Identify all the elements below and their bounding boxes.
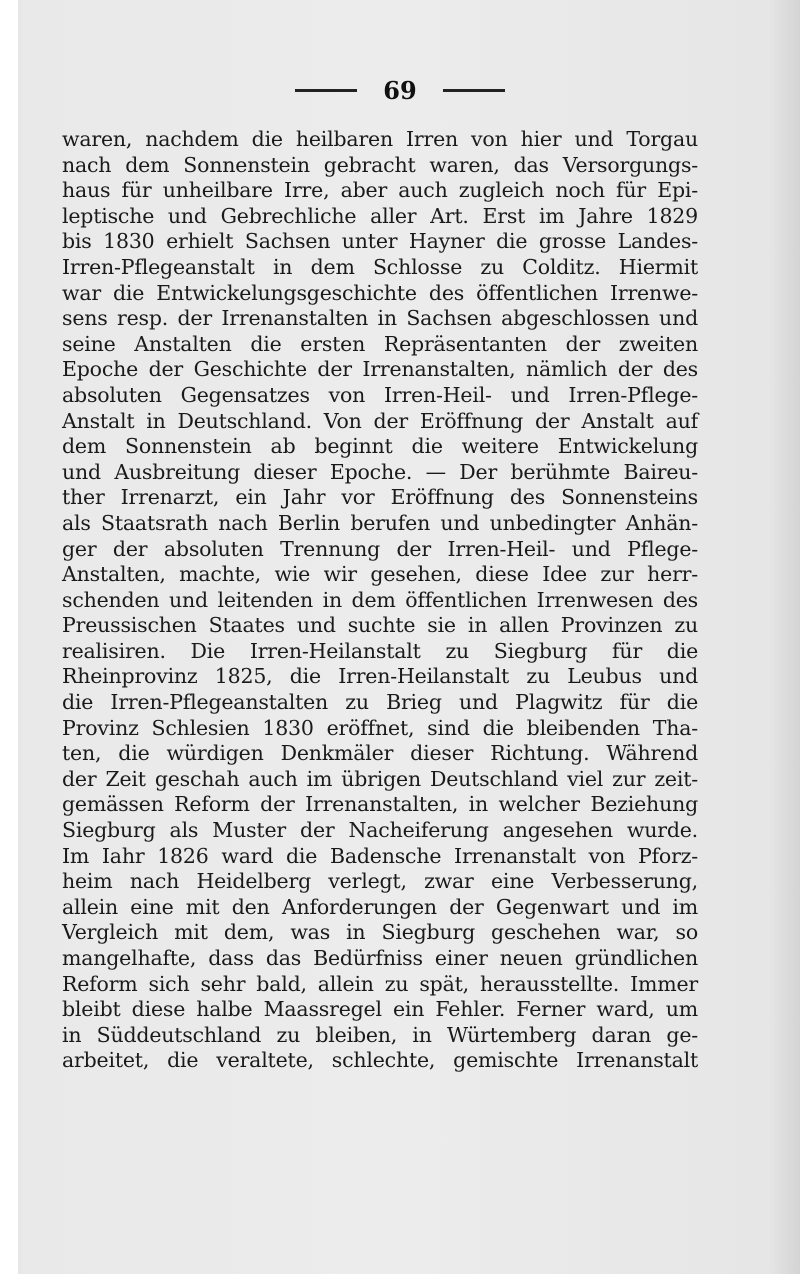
text-line: Vergleich mit dem, was in Siegburg geschehen war, so: [62, 920, 698, 945]
text-line: nach dem Sonnenstein gebracht waren, das Versorgungs-: [62, 152, 698, 177]
text-line: leptische und Gebrechliche aller Art. Erst im Jahre 1829: [62, 203, 698, 228]
text-line: als Staatsrath nach Berlin berufen und unbedingter Anhän-: [62, 510, 698, 535]
text-line: Rheinprovinz 1825, die Irren-Heilanstalt zu Leubus und: [62, 664, 698, 689]
text-line: Epoche der Geschichte der Irrenanstalten, nämlich der des: [62, 357, 698, 382]
text-line: war die Entwickelungsgeschichte des öffentlichen Irrenwe-: [62, 280, 698, 305]
text-line: Im Iahr 1826 ward die Badensche Irrenanstalt von Pforz-: [62, 843, 698, 868]
text-line: heim nach Heidelberg verlegt, zwar eine Verbesserung,: [62, 869, 698, 894]
text-line: mangelhafte, dass das Bedürfniss einer neuen gründlichen: [62, 946, 698, 970]
body-text: [62, 127, 698, 1074]
text-line: realisiren. Die Irren-Heilanstalt zu Siegburg für die: [62, 638, 698, 663]
text-line: ten, die würdigen Denkmäler dieser Richtung. Während: [62, 741, 698, 766]
header-rule-right: [443, 89, 505, 92]
text-line: Provinz Schlesien 1830 eröffnet, sind die bleibenden Tha-: [62, 715, 698, 740]
page-header: [0, 70, 800, 110]
text-line: arbeitet, die veraltete, schlechte, gemischte Irrenanstalt: [62, 1048, 698, 1073]
text-line: Anstalten, machte, wie wir gesehen, diese Idee zur herr-: [62, 562, 698, 587]
text-line: absoluten Gegensatzes von Irren-Heil- und Irren-Pflege-: [62, 382, 698, 407]
text-line: die Irren-Pflegeanstalten zu Brieg und Plagwitz für die: [62, 690, 698, 715]
text-line: gemässen Reform der Irrenanstalten, in welcher Beziehung: [62, 792, 698, 817]
text-line: Siegburg als Muster der Nacheiferung angesehen wurde.: [62, 818, 698, 843]
text-line: in Süddeutschland zu bleiben, in Würtemberg daran ge-: [62, 1022, 698, 1047]
text-line: schenden und leitenden in dem öffentlichen Irrenwesen des: [62, 587, 698, 612]
text-line: seine Anstalten die ersten Repräsentanten der zweiten: [62, 331, 698, 356]
header-rule-left: [295, 89, 357, 92]
text-line: bleibt diese halbe Maassregel ein Fehler. Ferner ward, um: [62, 997, 698, 1022]
text-line: bis 1830 erhielt Sachsen unter Hayner die grosse Landes-: [62, 229, 698, 254]
text-line: Anstalt in Deutschland. Von der Eröffnung der Anstalt auf: [62, 408, 698, 433]
text-line: sens resp. der Irrenanstalten in Sachsen abgeschlossen und: [62, 306, 698, 331]
text-line: und Ausbreitung dieser Epoche. — Der berühmte Baireu-: [62, 459, 698, 484]
text-line: ger der absoluten Trennung der Irren-Heil- und Pflege-: [62, 536, 698, 561]
text-line: haus für unheilbare Irre, aber auch zugleich noch für Epi-: [62, 178, 698, 203]
page-number: 69: [383, 75, 417, 105]
text-line: Irren-Pflegeanstalt in dem Schlosse zu Colditz. Hiermit: [62, 254, 698, 279]
text-line: Reform sich sehr bald, allein zu spät, herausstellte. Immer: [62, 971, 698, 996]
text-line: dem Sonnenstein ab beginnt die weitere Entwickelung: [62, 434, 698, 459]
text-line: allein eine mit den Anforderungen der Gegenwart und im: [62, 894, 698, 919]
text-line: Preussischen Staates und suchte sie in allen Provinzen zu: [62, 613, 698, 638]
text-line: ther Irrenarzt, ein Jahr vor Eröffnung des Sonnensteins: [62, 485, 698, 510]
text-line: waren, nachdem die heilbaren Irren von hier und Torgau: [62, 127, 698, 151]
page-margin-edge: [0, 0, 18, 1274]
text-line: der Zeit geschah auch im übrigen Deutschland viel zur zeit-: [62, 766, 698, 791]
